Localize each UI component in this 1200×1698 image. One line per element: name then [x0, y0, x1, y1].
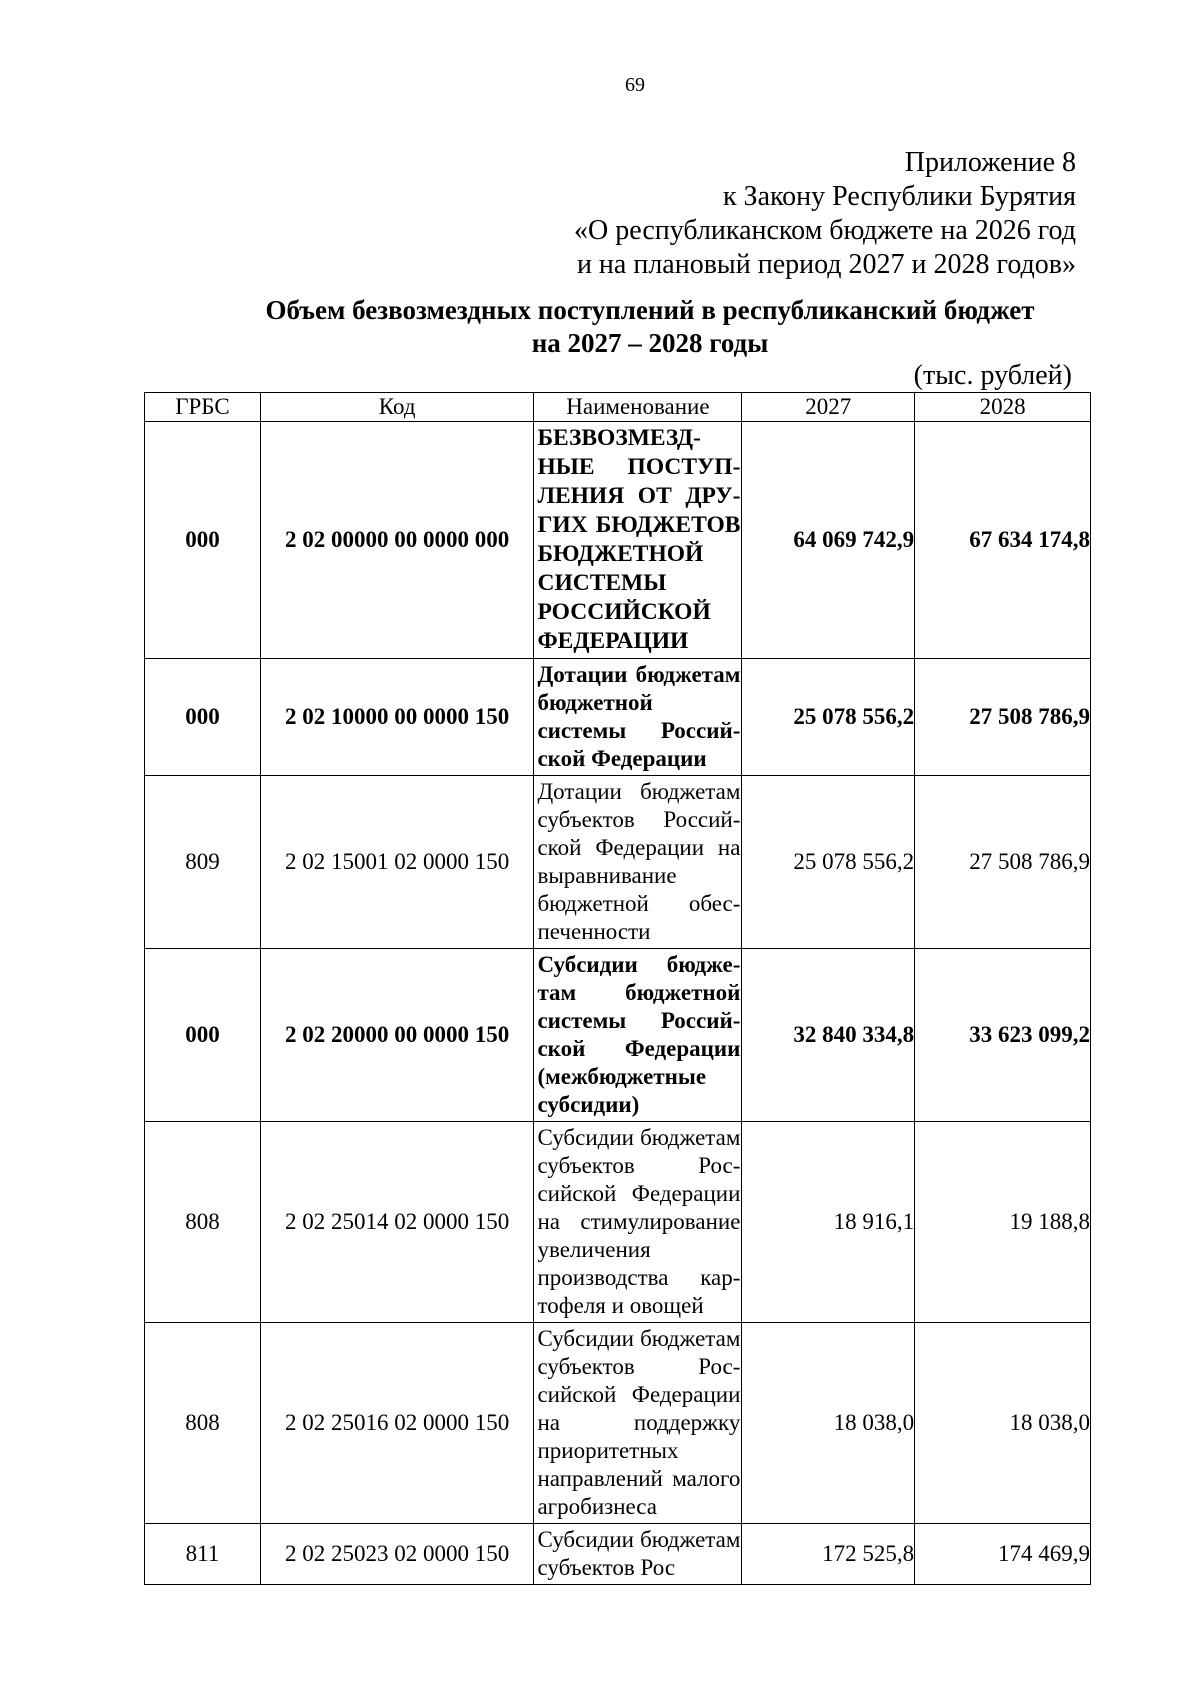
name-cell: БЕЗВОЗМЕЗДНЫЕ ПОСТУПЛЕНИЯ ОТ ДРУГИХ БЮДЖЕТОВ БЮДЖЕТНОЙ СИСТЕМЫ РОССИЙСКОЙ ФЕДЕРАЦИИ: [534, 422, 742, 659]
name-cell: Субсидии бюджетам субъектов Российской Федерации на поддержку приоритетных направлений малого агробизнеса: [534, 1323, 742, 1524]
name-cell: Субсидии бюджетам субъектов Российской Федерации на стимулирование увеличения производства картофеля и овощей: [534, 1122, 742, 1323]
code-cell: 2 02 25016 02 0000 150: [260, 1323, 534, 1524]
name-cell: Дотации бюджетам бюджетной системы Российской Федерации: [534, 659, 742, 776]
grbs-cell: 808: [145, 1122, 261, 1323]
name-cell: Дотации бюджетам субъектов Российской Федерации на выравнивание бюджетной обеспеченности: [534, 776, 742, 949]
value-2027-cell: 25 078 556,2: [742, 776, 915, 949]
value-2028-cell: 174 469,9: [915, 1524, 1091, 1585]
code-cell: 2 02 20000 00 0000 150: [260, 949, 534, 1122]
table-row: [145, 659, 1091, 776]
table-row: [145, 422, 1091, 659]
grbs-cell: 808: [145, 1323, 261, 1524]
value-2028-cell: 27 508 786,9: [915, 659, 1091, 776]
grbs-cell: 811: [145, 1524, 261, 1585]
header-2027: 2027: [742, 393, 915, 422]
appendix-line-4: и на плановый период 2027 и 2028 годов»: [576, 249, 1076, 280]
value-2028-cell: 67 634 174,8: [915, 422, 1091, 659]
value-2028-cell: 27 508 786,9: [915, 776, 1091, 949]
appendix-line-3: «О республиканском бюджете на 2026 год: [574, 215, 1076, 246]
value-2027-cell: 18 038,0: [742, 1323, 915, 1524]
name-cell: Субсидии бюджетам бюджетной системы Российской Федерации (межбюджетные субсидии): [534, 949, 742, 1122]
code-cell: 2 02 25023 02 0000 150: [260, 1524, 534, 1585]
grbs-cell: 000: [145, 659, 261, 776]
value-2027-cell: 64 069 742,9: [742, 422, 915, 659]
value-2028-cell: 18 038,0: [915, 1323, 1091, 1524]
value-2028-cell: 19 188,8: [915, 1122, 1091, 1323]
value-2027-cell: 32 840 334,8: [742, 949, 915, 1122]
table-row: [145, 1122, 1091, 1323]
units-label: (тыс. рублей): [913, 360, 1072, 391]
table-header-row: [145, 393, 1091, 422]
table-row: [145, 1323, 1091, 1524]
page-number: 69: [625, 74, 645, 96]
table-row: [145, 776, 1091, 949]
code-cell: 2 02 25014 02 0000 150: [260, 1122, 534, 1323]
appendix-line-2: к Закону Республики Бурятия: [722, 181, 1076, 212]
table-row: [145, 949, 1091, 1122]
value-2027-cell: 172 525,8: [742, 1524, 915, 1585]
grbs-cell: 000: [145, 949, 261, 1122]
value-2027-cell: 18 916,1: [742, 1122, 915, 1323]
name-cell: Субсидии бюджетам субъектов Рос: [534, 1524, 742, 1585]
header-grbs: ГРБС: [145, 393, 261, 422]
grbs-cell: 000: [145, 422, 261, 659]
appendix-header: [574, 146, 1076, 282]
table-row: [145, 1524, 1091, 1585]
header-2028: 2028: [915, 393, 1091, 422]
title-line-1: Объем безвозмездных поступлений в республиканский бюджет: [265, 295, 1035, 325]
value-2027-cell: 25 078 556,2: [742, 659, 915, 776]
document-title: [150, 294, 1150, 360]
code-cell: 2 02 10000 00 0000 150: [260, 659, 534, 776]
value-2028-cell: 33 623 099,2: [915, 949, 1091, 1122]
title-line-2: на 2027 – 2028 годы: [531, 328, 769, 358]
header-name: Наименование: [534, 393, 742, 422]
budget-table: [144, 392, 1091, 1585]
code-cell: 2 02 15001 02 0000 150: [260, 776, 534, 949]
grbs-cell: 809: [145, 776, 261, 949]
code-cell: 2 02 00000 00 0000 000: [260, 422, 534, 659]
appendix-line-1: Приложение 8: [904, 147, 1076, 178]
header-code: Код: [260, 393, 534, 422]
